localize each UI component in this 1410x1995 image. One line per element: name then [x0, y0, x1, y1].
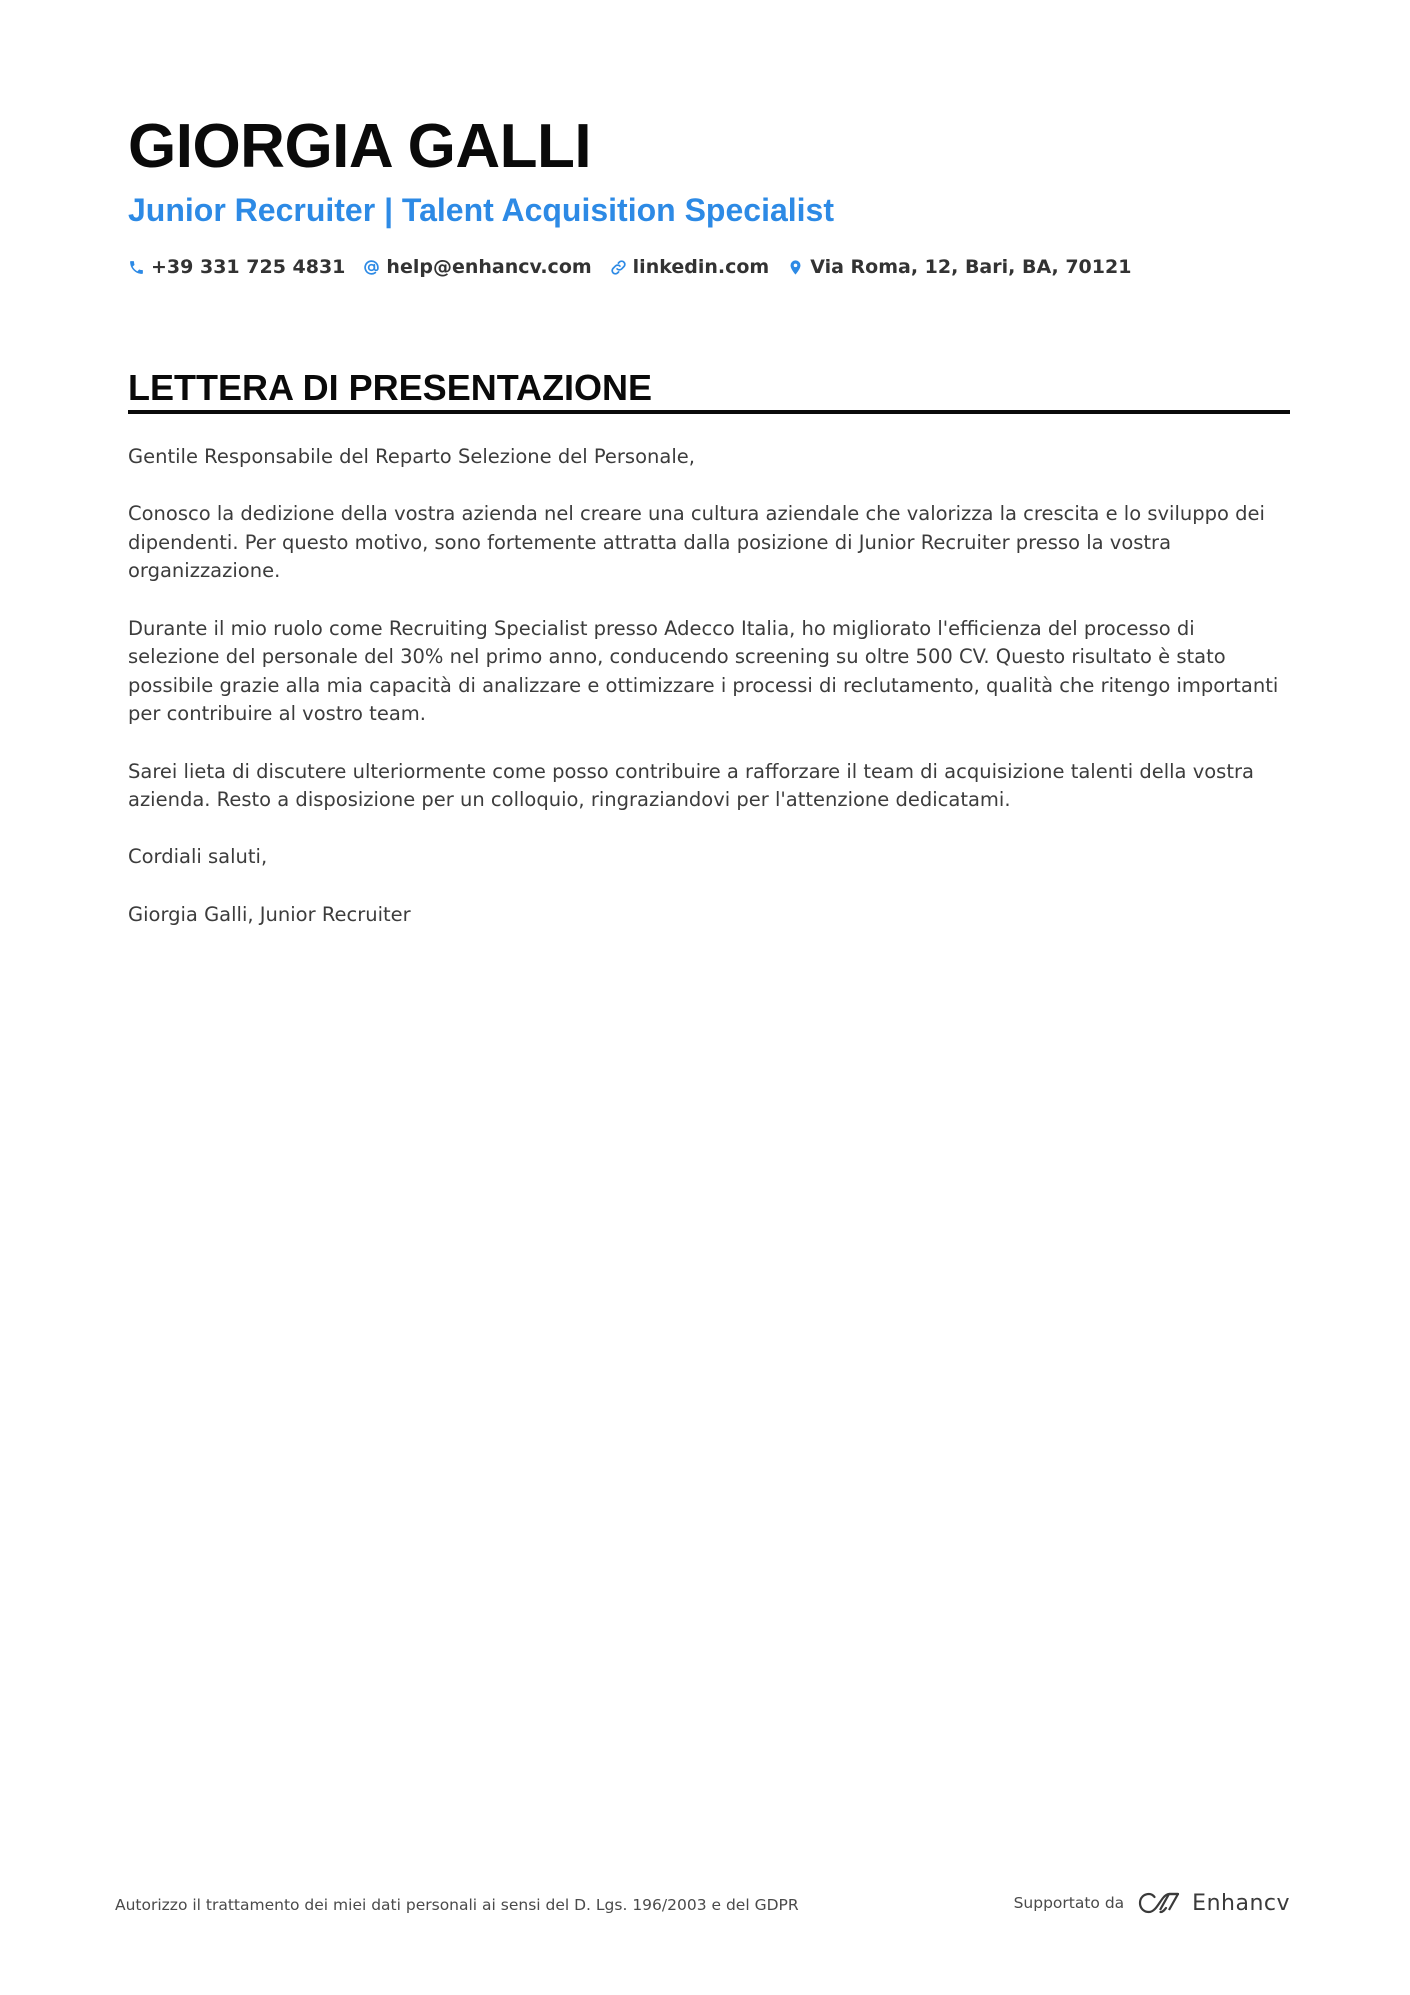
candidate-role: Junior Recruiter | Talent Acquisition Specialist: [128, 192, 834, 228]
contact-link[interactable]: [610, 256, 770, 278]
letter-signature: Giorgia Galli, Junior Recruiter: [128, 902, 411, 926]
letter-paragraph: Durante il mio ruolo come Recruiting Specialist presso Adecco Italia, ho migliorato l'efficienza del processo di selezione del personale del 30% nel primo anno, conducendo screening su oltre 500 CV. Questo risultato è stato possibile grazie alla mia capacità di analizzare e ottimizzare i processi di reclutamento, qualità che ritengo importanti per contribuire al vostro team.: [128, 616, 1279, 726]
map-pin-icon: [787, 259, 804, 276]
candidate-name: GIORGIA GALLI: [128, 112, 592, 181]
contact-phone[interactable]: [128, 256, 345, 278]
privacy-consent: Autorizzo il trattamento dei miei dati personali ai sensi del D. Lgs. 196/2003 e del GDPR: [115, 1896, 799, 1914]
supported-by-label: Supportato da: [1013, 1894, 1125, 1912]
phone-icon: [128, 259, 145, 276]
letter-paragraph: Sarei lieta di discutere ulteriormente come posso contribuire a rafforzare il team di acquisizione talenti della vostra azienda. Resto a disposizione per un colloquio, ringraziandovi per l'attenzione dedicatami.: [128, 759, 1254, 812]
link-icon: [610, 259, 627, 276]
powered-by[interactable]: [1014, 1890, 1290, 1916]
email-address: help@enhancv.com: [386, 256, 592, 278]
section-divider: [128, 410, 1290, 414]
contact-email[interactable]: [363, 256, 591, 278]
letter-greeting: Gentile Responsabile del Reparto Selezione del Personale,: [128, 445, 695, 468]
enhancv-brand: Enhancv: [1192, 1890, 1290, 1916]
enhancv-logo-icon: [1136, 1890, 1182, 1916]
contact-address: [787, 256, 1131, 278]
letter-body: [128, 443, 1290, 958]
section-title: LETTERA DI PRESENTAZIONE: [128, 367, 653, 408]
linkedin-url: linkedin.com: [632, 256, 770, 278]
phone-number: +39 331 725 4831: [151, 256, 346, 278]
at-icon: [363, 259, 380, 276]
letter-paragraph: Conosco la dedizione della vostra azienda nel creare una cultura aziendale che valorizza la crescita e lo sviluppo dei dipendenti. Per questo motivo, sono fortemente attratta dalla posizione di Junior Recruiter presso la vostra organizzazione.: [128, 502, 1265, 583]
letter-closing: Cordiali saluti,: [128, 845, 268, 869]
contact-bar: [128, 252, 1149, 282]
postal-address: Via Roma, 12, Bari, BA, 70121: [810, 256, 1132, 278]
